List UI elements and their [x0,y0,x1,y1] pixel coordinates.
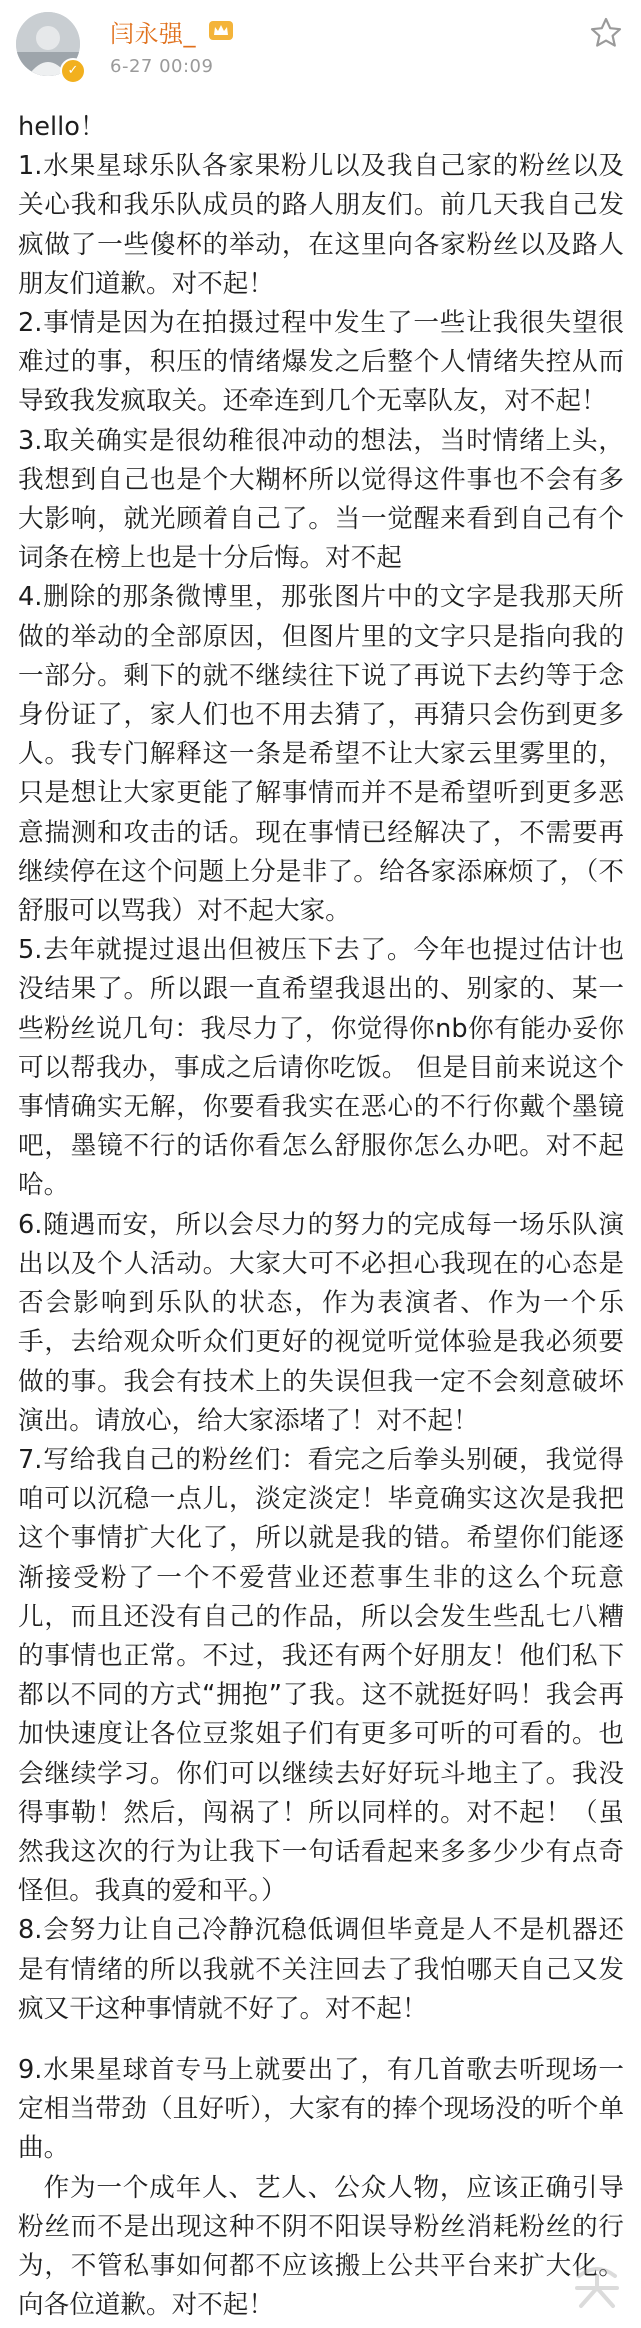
post-timestamp: 6-27 00:09 [110,56,214,77]
verified-badge-icon: ✓ [60,58,86,84]
paragraph-6: 6.随遇而安，所以会尽力的努力的完成每一场乐队演出以及个人活动。大家大可不必担心我现在的心态是否会影响到乐队的状态，作为表演者、作为一个乐手，去给观众听众们更好的视觉听觉体验是我必须要做的事。我会有技术上的失误但我一定不会刻意破坏演出。请放心，给大家添堵了！对不起！ [18,1209,624,1436]
closing-paragraph: 作为一个成年人、艺人、公众人物，应该正确引导粉丝而不是出现这种不阴不阳误导粉丝消耗粉丝的行为，不管私事如何都不应该搬上公共平台来扩大化。向各位道歉。对不起！ [18,2172,624,2321]
post-body [18,108,624,2325]
paragraph-2: 2.事情是因为在拍摄过程中发生了一些让我很失望很难过的事，积压的情绪爆发之后整个人情绪失控从而导致我发疯取关。还牵连到几个无辜队友，对不起！ [18,308,624,417]
post-header [0,0,641,90]
star-icon[interactable] [589,16,623,50]
paragraph-3: 3.取关确实是很幼稚很冲动的想法，当时情绪上头，我想到自己也是个大糊杯所以觉得这件事也不会有多大影响，就光顾着自己了。当一觉醒来看到自己有个词条在榜上也是十分后悔。对不起 [18,425,624,574]
paragraph-1: 1.水果星球乐队各家果粉儿以及我自己家的粉丝以及关心我和我乐队成员的路人朋友们。前几天我自己发疯做了一些傻杯的举动，在这里向各家粉丝以及路人朋友们道歉。对不起！ [18,151,624,299]
paragraph-9: 9.水果星球首专马上就要出了，有几首歌去听现场一定相当带劲（且好听），大家有的捧个现场没的听个单曲。 [18,2054,624,2164]
watermark-logo [567,2254,627,2314]
paragraph-7: 7.写给我自己的粉丝们：看完之后拳头别硬，我觉得咱可以沉稳一点儿，淡定淡定！毕竟确实这次是我把这个事情扩大化了，所以就是我的错。希望你们能逐渐接受粉了一个不爱营业还惹事生非的这么个玩意儿，而且还没有自己的作品，所以会发生些乱七八糟的事情也正常。不过，我还有两个好朋友！他们私下都以不同的方式“拥抱”了我。这不就挺好吗！我会再加快速度让各位豆浆姐子们有更多可听的可看的。也会继续学习。你们可以继续去好好玩斗地主了。我没得事勒！然后，闯祸了！所以同样的。对不起！（虽然我这次的行为让我下一句话看起来多多少少有点奇怪但。我真的爱和平。） [18,1444,624,1907]
paragraph-8: 8.会努力让自己冷静沉稳低调但毕竟是人不是机器还是有情绪的所以我就不关注回去了我怕哪天自己又发疯又干这种事情就不好了。对不起！ [18,1915,624,2024]
username[interactable]: 闫永强_ [110,20,196,48]
paragraph-4: 4.删除的那条微博里，那张图片中的文字是我那天所做的举动的全部原因，但图片里的文字只是指向我的一部分。剩下的就不继续往下说了再说下去约等于念身份证了，家人们也不用去猜了，再猜只会伤到更多人。我专门解释这一条是希望不让大家云里雾里的，只是想让大家更能了解事情而并不是希望听到更多恶意揣测和攻击的话。现在事情已经解决了，不需要再继续停在这个问题上分是非了。给各家添麻烦了，（不舒服可以骂我）对不起大家。 [18,582,624,927]
crown-icon [208,18,234,42]
greeting: hello！ [18,112,106,142]
paragraph-5: 5.去年就提过退出但被压下去了。今年也提过估计也没结果了。所以跟一直希望我退出的、别家的、某一些粉丝说几句：我尽力了，你觉得你nb你有能办妥你可以帮我办，事成之后请你吃饭。 但是目前来说这个事情确实无解，你要看我实在恶心的不行你戴个墨镜吧，墨镜不行的话你看怎么舒服你怎么办吧。对不起哈。 [18,935,624,1201]
